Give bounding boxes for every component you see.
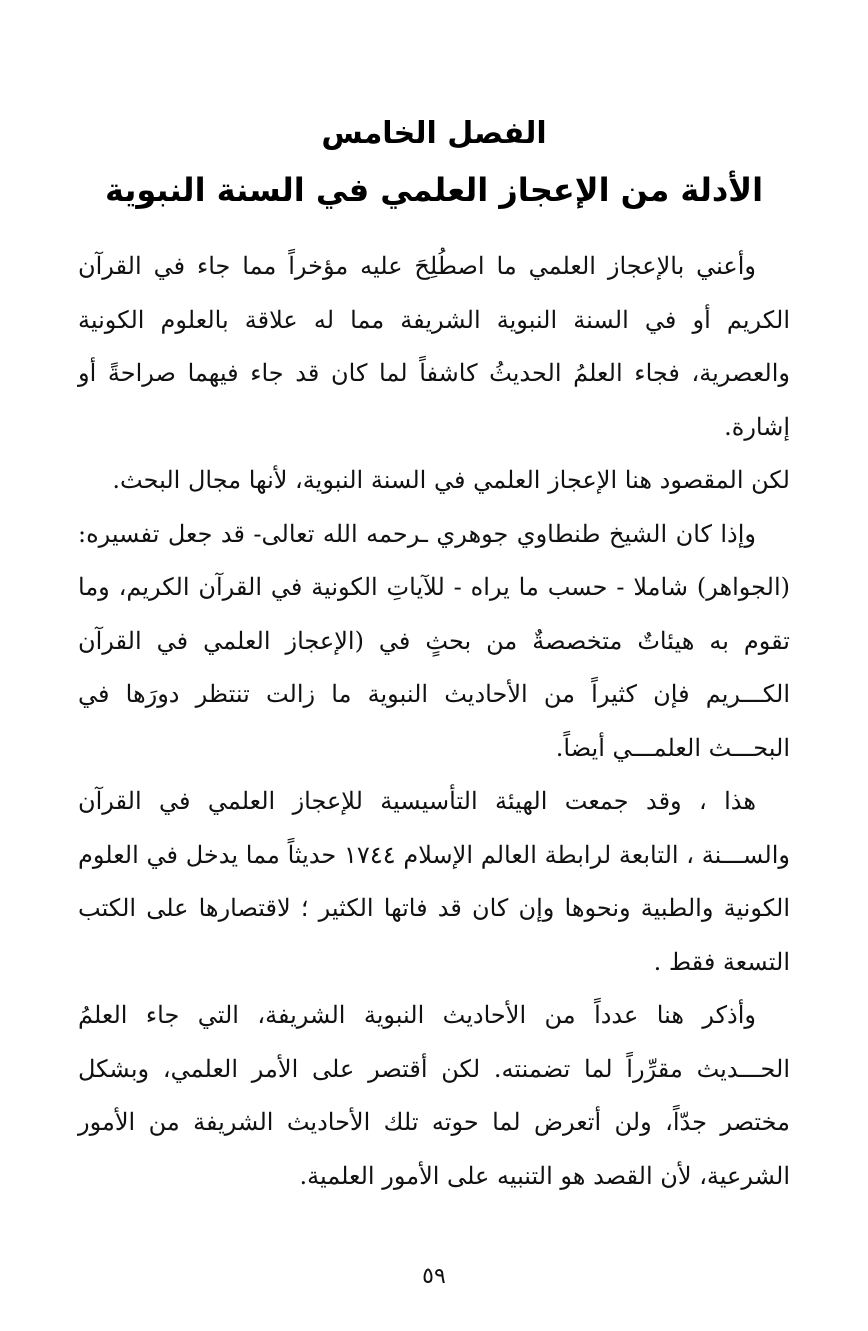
paragraph-scope: لكن المقصود هنا الإعجاز العلمي في السنة النبوية، لأنها مجال البحث.	[112, 466, 790, 494]
page-number: ٥٩	[422, 1264, 446, 1289]
section-title: الأدلة من الإعجاز العلمي في السنة النبوية	[104, 171, 764, 209]
paragraph-tantawi: وإذا كان الشيخ طنطاوي جوهري ـرحمه الله تعالى- قد جعل تفسيره: (الجواهر) شاملا - حسب ما يراه - للآياتِ الكونية في القرآن الكريم، وما تقوم به هيئاتٌ متخصصةٌ من بحثٍ في (الإعجاز العلمي في القرآن الكـــريم فإن كثيراً من الأحاديث النبوية ما زالت تنتظر دورَها في البحـــث العلمـــي أيضاً.	[78, 519, 790, 762]
paragraph-commission: هذا ، وقد جمعت الهيئة التأسيسية للإعجاز العلمي في القرآن والســـنة ، التابعة لرابطة العالم الإسلام ١٧٤٤ حديثاً مما يدخل في العلوم الكونية والطبية ونحوها وإن كان قد فاتها الكثير ؛ لاقتصارها على الكتب التسعة فقط .	[78, 787, 790, 976]
paragraph-plan: وأذكر هنا عدداً من الأحاديث النبوية الشريفة، التي جاء العلمُ الحـــديث مقرِّراً لما تضمنته. لكن أقتصر على الأمر العلمي، وبشكل مختصر جدّاً، ولن أتعرض لما حوته تلك الأحاديث الشريفة من الأمور الشرعية، لأن القصد هو التنبيه على الأمور العلمية.	[78, 1001, 790, 1190]
body-text	[78, 240, 790, 1203]
chapter-title: الفصل الخامس	[321, 116, 547, 151]
paragraph-definition: وأعني بالإعجاز العلمي ما اصطُلِحَ عليه مؤخراً مما جاء في القرآن الكريم أو في السنة النبوية الشريفة مما له علاقة بالعلوم الكونية والعصرية، فجاء العلمُ الحديثُ كاشفاً لما كان قد جاء فيهما صراحةً أو إشارة.	[78, 252, 790, 441]
